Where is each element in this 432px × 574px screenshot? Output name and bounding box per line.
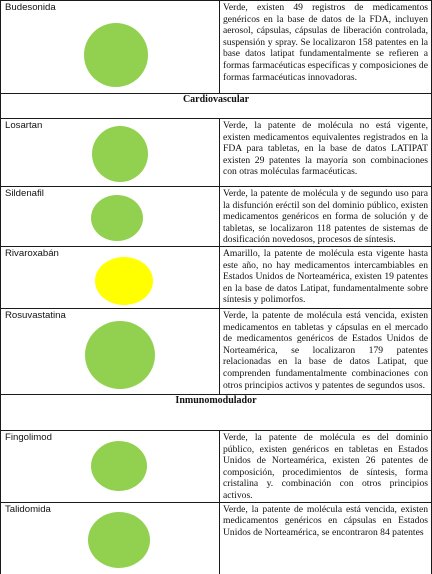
table-row [1, 308, 432, 394]
section-header-inmunomodulador: Inmunomodulador [1, 394, 432, 430]
table-row [1, 119, 432, 187]
drug-name-rosuvastatina: Rosuvastatina [5, 309, 66, 321]
drug-cell-budesonida [1, 1, 220, 94]
drug-name-budesonida: Budesonida [5, 2, 56, 13]
drug-description: Verde, la patente de molécula es del dominio público, existen genéricos en tabletas en Estados Unidos de Norteamérica, existen 26 patentes de composición, procedimientos de síntesis, forma cristalina y. combinación con otros principios activos. [223, 431, 428, 501]
section-row [1, 94, 432, 119]
status-indicator-green [91, 441, 147, 491]
description-cell-budesonida [220, 1, 432, 94]
status-indicator-green [91, 195, 143, 241]
drug-description: Verde, la patente de molécula está vencida, existen medicamentos genéricos en cápsulas en Estados Unidos de Norteamérica, se encontraron 84 patentes [223, 503, 428, 538]
drug-name-rivaroxaban: Rivaroxabán [5, 247, 59, 259]
drug-cell-fingolimod [1, 430, 220, 502]
description-cell-talidomida [220, 502, 432, 574]
status-indicator-yellow [95, 257, 153, 305]
table-row [1, 1, 432, 94]
drug-description: Verde, la patente de molécula y de segundo uso para la disfunción eréctil son del dominio público, existen medicamentos genéricos en forma de solución y de tabletas, se localizaron 118 patentes de sistemas de dosificación novedosos, procesos de síntesis. [223, 188, 428, 246]
drug-name-losartan: Losartan [5, 120, 43, 131]
drug-name-sildenafil: Sildenafil [5, 188, 44, 199]
status-indicator-green [85, 321, 155, 389]
description-cell-rivaroxaban [220, 246, 432, 308]
table-row [1, 246, 432, 308]
drug-description: Verde, existen 49 registros de medicamentos genéricos en la base de datos de la FDA, incluyen aerosol, cápsulas, cápsulas de liberación controlada, suspensión y spray. Se localizaron 158 patentes en la base datos latipat fundamentalmente se refieren a formas farmacéuticas específicas y composiciones de formas farmacéuticas innovadoras. [223, 2, 428, 83]
drug-cell-talidomida [1, 502, 220, 574]
drug-cell-rivaroxaban [1, 246, 220, 308]
table-row [1, 502, 432, 574]
drug-cell-sildenafil [1, 187, 220, 247]
table-row [1, 430, 432, 502]
description-cell-rosuvastatina [220, 308, 432, 394]
drug-description: Verde, la patente de molécula no está vigente, existen medicamentos equivalentes registrados en la FDA para tabletas, en la base de datos LATIPAT existen 29 patentes la mayoría son combinaciones con otras moléculas farmacéuticas. [223, 120, 428, 178]
drug-description: Verde, la patente de molécula está vencida, existen medicamentos en tabletas y cápsulas en el mercado de medicamentos genéricos de Estados Unidos de Norteamérica, se localizaron 179 patentes relacionadas en la base de datos Latipat, que comprenden fundamentalmente combinaciones con otros principios activos y patentes de segundos usos. [223, 309, 428, 391]
drug-name-talidomida: Talidomida [5, 503, 51, 515]
description-cell-losartan [220, 119, 432, 187]
table-row [1, 187, 432, 247]
status-indicator-green [84, 23, 148, 87]
status-indicator-green [92, 126, 148, 182]
drug-name-fingolimod: Fingolimod [5, 431, 52, 443]
description-cell-sildenafil [220, 187, 432, 247]
drug-cell-losartan [1, 119, 220, 187]
section-header-cardiovascular: Cardiovascular [1, 94, 432, 119]
section-row [1, 394, 432, 430]
description-cell-fingolimod [220, 430, 432, 502]
drug-description: Amarillo, la patente de molécula esta vigente hasta este año, no hay medicamentos intercambiables en Estados Unidos de Norteamérica, existen 19 patentes en la base de datos Latipat, fundamentalmente sobre síntesis y polimorfos. [223, 247, 428, 306]
drug-cell-rosuvastatina [1, 308, 220, 394]
status-indicator-green [88, 512, 150, 568]
